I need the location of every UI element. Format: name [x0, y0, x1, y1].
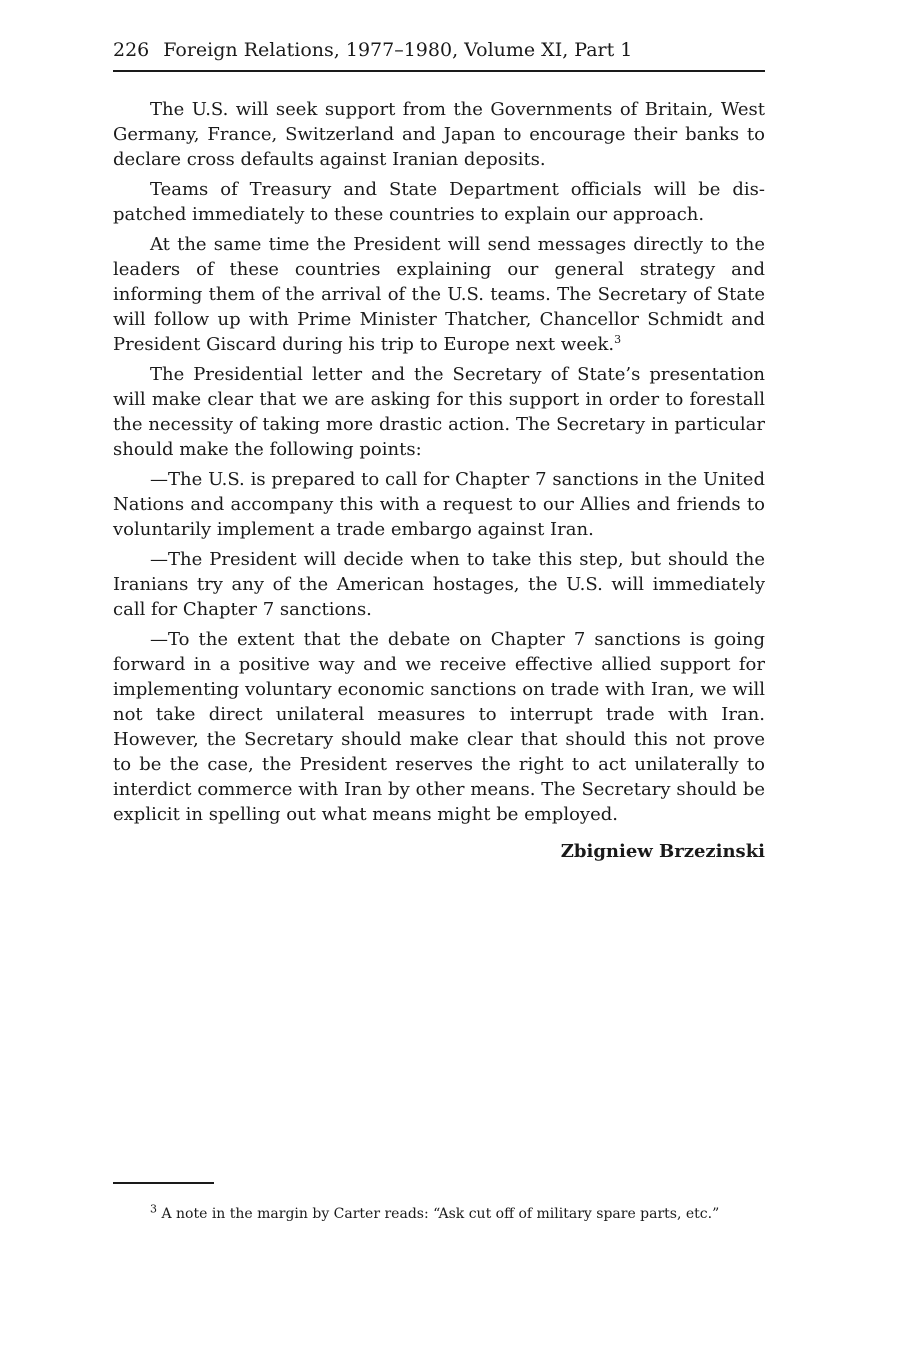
signature: Zbigniew Brzezinski: [560, 841, 765, 862]
body-text: [113, 97, 765, 832]
paragraph: —To the extent that the debate on Chapter 7 sanctions is going forward in a positive way and we receive effective allied support for implementing voluntary economic sanctions on trade with Iran, we will not take direct unilateral measures to interrupt trade with Iran. However, the Secretary should make clear that should this not prove to be the case, the President reserves the right to act unilaterally to interdict commerce with Iran by other means. The Secretary should be explicit in spelling out what means might be employed.: [113, 629, 765, 825]
footnote-divider: [113, 1182, 214, 1184]
paragraph: [113, 232, 765, 357]
footnote-reference: 3: [614, 333, 622, 346]
footnote-marker: 3: [150, 1202, 157, 1216]
running-head-title: Foreign Relations, 1977–1980, Volume XI, Part 1: [163, 39, 633, 61]
paragraph: —The U.S. is prepared to call for Chapter 7 sanctions in the United Nations and accompany this with a request to our Allies and friends to voluntarily implement a trade embargo against Iran.: [113, 469, 765, 540]
paragraph: Teams of Treasury and State Department officials will be dispatched immediately to these countries to explain our approach.: [113, 179, 765, 225]
page-number: 226: [113, 39, 150, 61]
paragraph: —The President will decide when to take this step, but should the Iranians try any of the American hostages, the U.S. will immediately call for Chapter 7 sanctions.: [113, 549, 765, 620]
paragraph: The Presidential letter and the Secretary of State’s presentation will make clear that we are asking for this support in order to forestall the necessity of taking more drastic action. The Secretary in particular should make the following points:: [113, 364, 765, 460]
paragraph: The U.S. will seek support from the Governments of Britain, West Germany, France, Switzerland and Japan to encourage their banks to declare cross defaults against Iranian deposits.: [113, 99, 765, 170]
footnote-text: A note in the margin by Carter reads: “Ask cut off of military spare parts, etc.”: [161, 1206, 720, 1222]
footnote: [150, 1204, 765, 1224]
paragraph-text: At the same time the President will send messages directly to the leaders of these countries explaining our general strategy and informing them of the arrival of the U.S. teams. The Secretary of State will follow up with Prime Minister Thatcher, Chancellor Schmidt and President Giscard during his trip to Europe next week.: [113, 234, 765, 355]
running-head: [113, 34, 765, 72]
